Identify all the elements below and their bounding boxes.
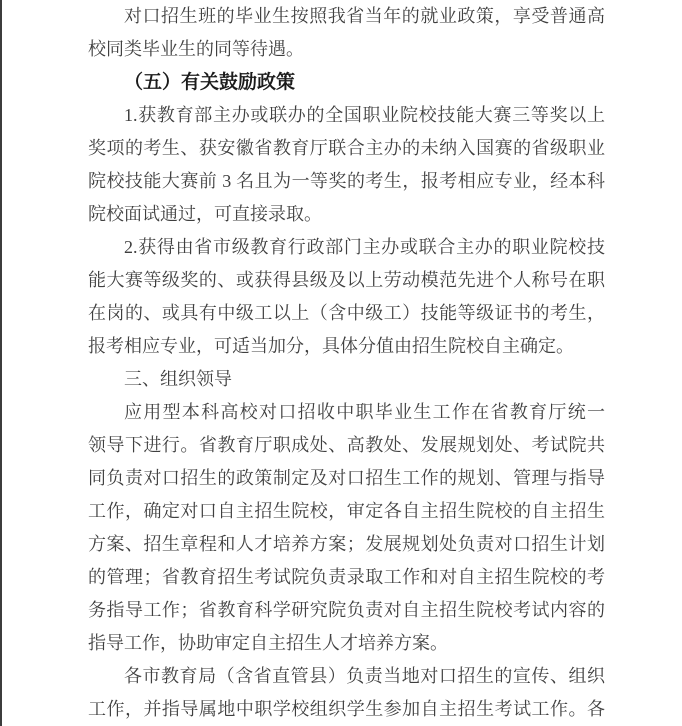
page-left-edge-line [0,0,2,726]
text-line: 奖项的考生、获安徽省教育厅联合主办的未纳入国赛的省级职业 [88,138,605,158]
text-line: 工作，并指导属地中职学校组织学生参加自主招生考试工作。各 [88,699,605,719]
text-line: 各市教育局（含省直管县）负责当地对口招生的宣传、组织 [124,666,605,686]
text-line: 工作，确定对口自主招生院校，审定各自主招生院校的自主招生 [88,501,605,521]
text-line: 报考相应专业，可适当加分，具体分值由招生院校自主确定。 [88,336,574,356]
text-line: 能大赛等级奖的、或获得县级及以上劳动模范先进个人称号在职 [88,270,605,290]
text-line: 在岗的、或具有中级工以上（含中级工）技能等级证书的考生， [88,303,605,323]
text-line: 的管理；省教育招生考试院负责录取工作和对自主招生院校的考 [88,567,605,587]
text-line: 应用型本科高校对口招收中职毕业生工作在省教育厅统一 [124,402,605,422]
document-text-block [88,0,605,726]
text-line: 同负责对口招生的政策制定及对口招生工作的规划、管理与指导 [88,468,605,488]
text-line: 院校面试通过，可直接录取。 [88,204,322,224]
text-line: 指导工作，协助审定自主招生人才培养方案。 [88,633,448,653]
text-line: 院校技能大赛前 3 名且为一等奖的考生，报考相应专业，经本科 [88,171,605,191]
text-line: 2.获得由省市级教育行政部门主办或联合主办的职业院校技 [124,237,605,257]
text-line: 1.获教育部主办或联办的全国职业院校技能大赛三等奖以上 [124,105,605,125]
text-line: 对口招生班的毕业生按照我省当年的就业政策，享受普通高 [124,6,605,26]
text-line: 校同类毕业生的同等待遇。 [88,39,304,59]
text-line: 务指导工作；省教育科学研究院负责对自主招生院校考试内容的 [88,600,605,620]
section-heading: （五）有关鼓励政策 [124,72,296,93]
text-line: 领导下进行。省教育厅职成处、高教处、发展规划处、考试院共 [88,435,605,455]
section-title: 三、组织领导 [124,369,232,389]
text-line: 方案、招生章程和人才培养方案；发展规划处负责对口招生计划 [88,534,605,554]
